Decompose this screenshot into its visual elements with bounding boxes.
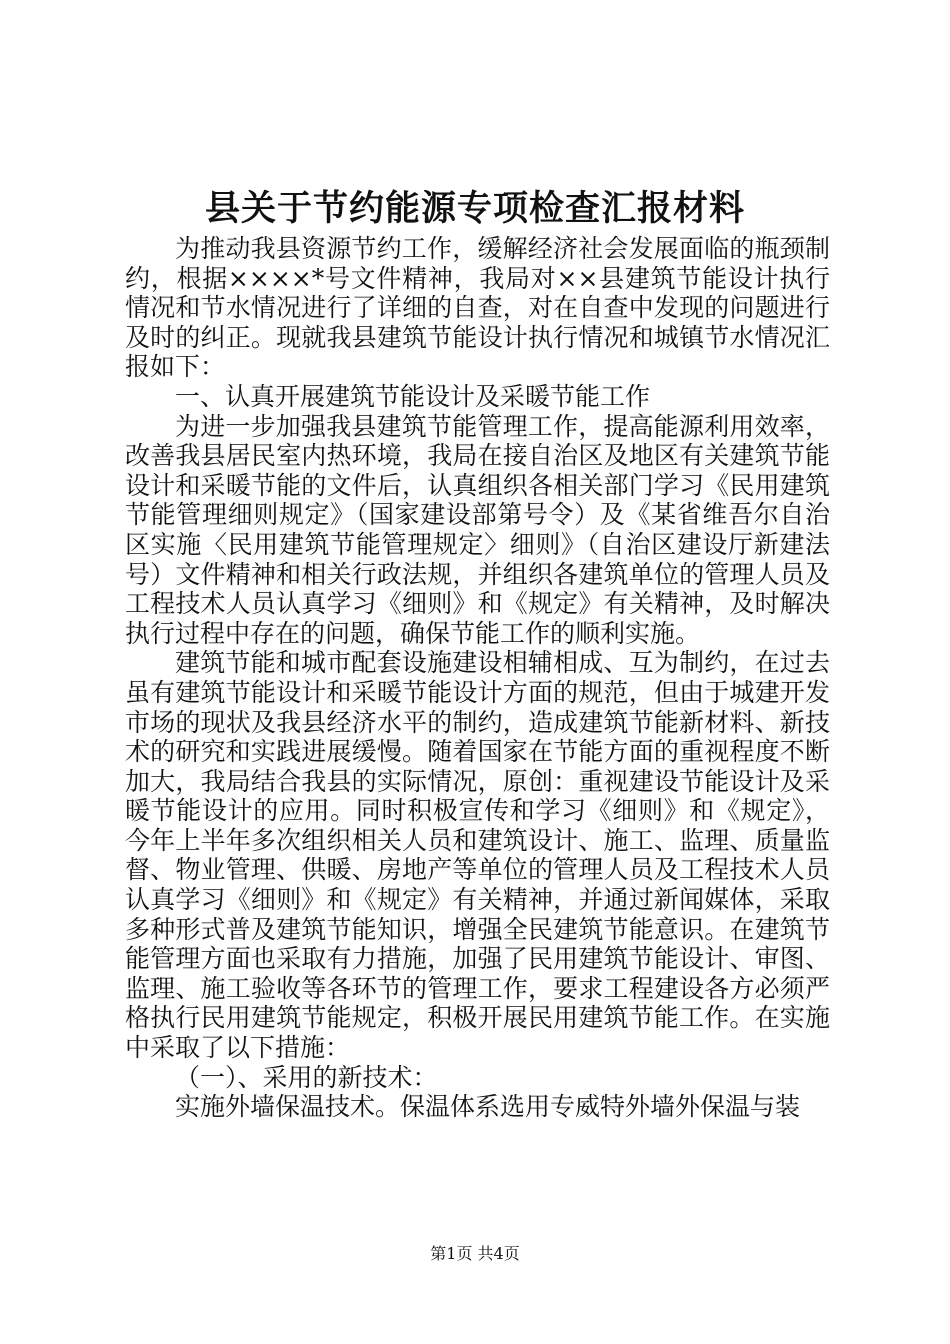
document-title: 县关于节约能源专项检查汇报材料 [204, 188, 745, 229]
subsection-heading-1: （一）、采用的新技术： [175, 1062, 438, 1092]
paragraph-intro: 为推动我县资源节约工作，缓解经济社会发展面临的瓶颈制约，根据××××*号文件精神，我局对××县建筑节能设计执行情况和节水情况进行了详细的自查，对在自查中发现的问题进行及时的纠正。现就我县建筑节能设计执行情况和城镇节水情况汇报如下： [125, 234, 830, 382]
page-number-footer: 第1页 共4页 [430, 1244, 520, 1263]
section-heading-1: 一、认真开展建筑节能设计及采暖节能工作 [175, 381, 651, 411]
paragraph-measures: 建筑节能和城市配套设施建设相辅相成、互为制约，在过去虽有建筑节能设计和采暖节能设计方面的规范，但由于城建开发市场的现状及我县经济水平的制约，造成建筑节能新材料、新技术的研究和实践进展缓慢。随着国家在节能方面的重视程度不断加大，我局结合我县的实际情况，原创：重视建设节能设计及采暖节能设计的应用。同时积极宣传和学习《细则》和《规定》，今年上半年多次组织相关人员和建筑设计、施工、监理、质量监督、物业管理、供暖、房地产等单位的管理人员及工程技术人员认真学习《细则》和《规定》有关精神，并通过新闻媒体，采取多种形式普及建筑节能知识，增强全民建筑节能意识。在建筑节能管理方面也采取有力措施，加强了民用建筑节能设计、审图、监理、施工验收等各环节的管理工作，要求工程建设各方必须严格执行民用建筑节能规定，积极开展民用建筑节能工作。在实施中采取了以下措施： [125, 648, 830, 1063]
paragraph-insulation: 实施外墙保温技术。保温体系选用专威特外墙外保温与装 [175, 1092, 801, 1122]
paragraph-management: 为进一步加强我县建筑节能管理工作，提高能源利用效率，改善我县居民室内热环境，我局在接自治区及地区有关建筑节能设计和采暖节能的文件后，认真组织各相关部门学习《民用建筑节能管理细则规定》（国家建设部第号令）及《某省维吾尔自治区实施〈民用建筑节能管理规定〉细则》（自治区建设厅新建法号）文件精神和相关行政法规，并组织各建筑单位的管理人员及工程技术人员认真学习《细则》和《规定》有关精神，及时解决执行过程中存在的问题，确保节能工作的顺利实施。 [125, 411, 830, 648]
document-body [125, 234, 830, 1122]
